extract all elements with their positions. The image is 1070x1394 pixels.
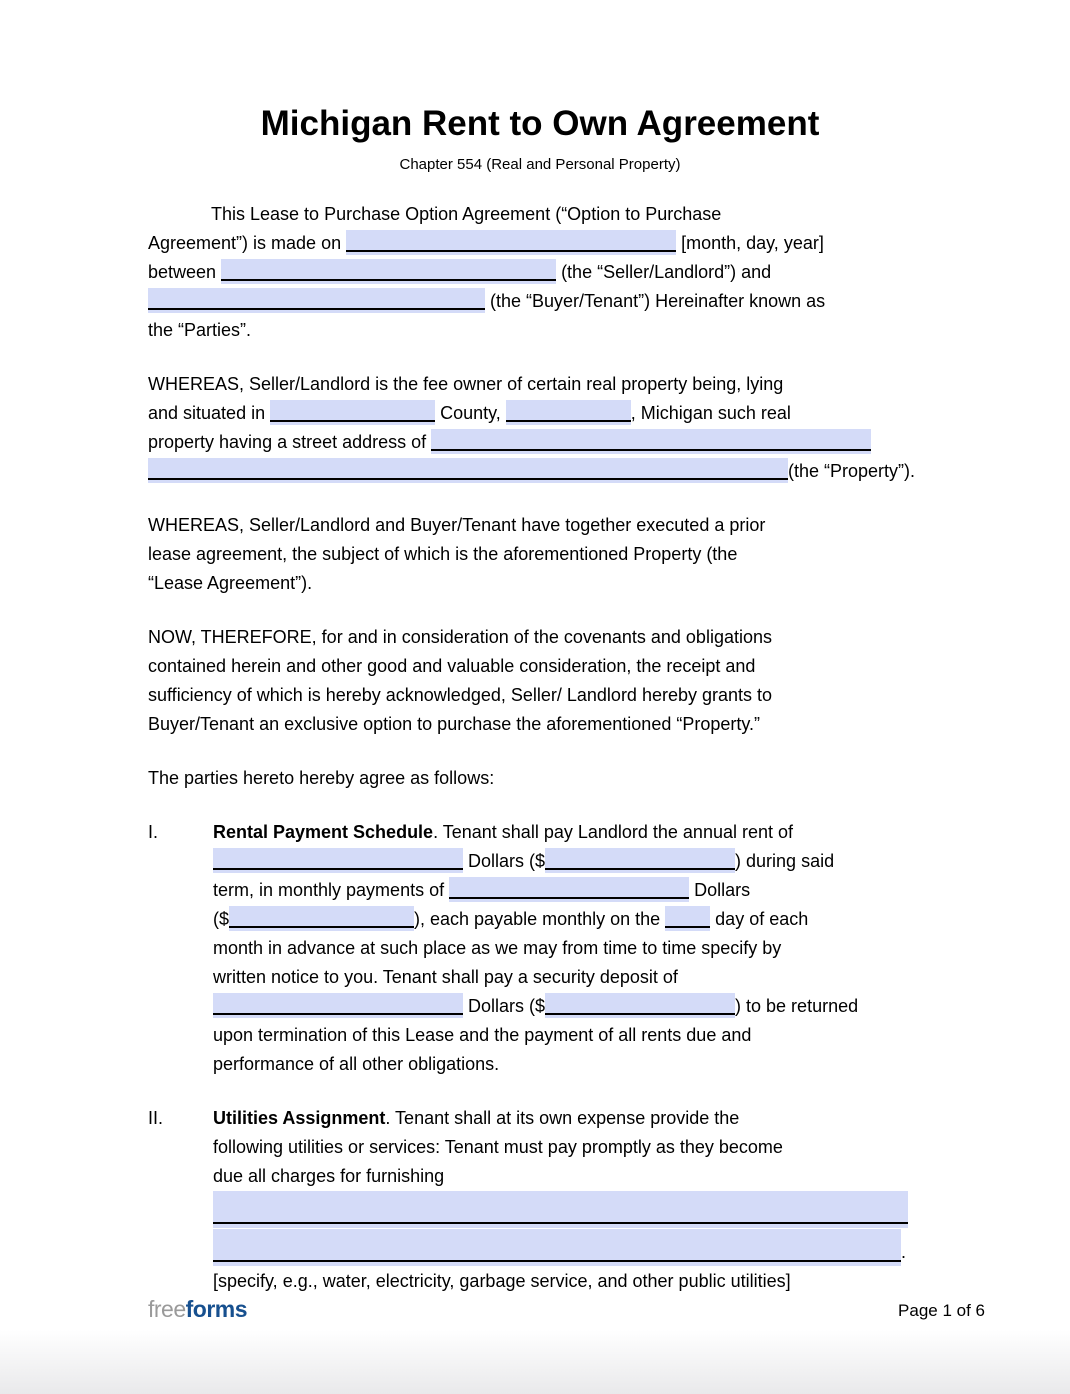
text-run: Dollars ($ (463, 851, 546, 871)
item-body (213, 818, 932, 1079)
text-line (213, 1191, 932, 1229)
text-line (148, 258, 932, 287)
document-subtitle: Chapter 554 (Real and Personal Property) (399, 156, 681, 173)
text-line (213, 818, 932, 847)
document-body (148, 0, 932, 1296)
section-utilities-assignment (148, 1104, 932, 1296)
page-footer (148, 1296, 985, 1322)
intro-paragraph (148, 200, 932, 345)
text-run: [specify, e.g., water, electricity, garbage service, and other public utilities] (213, 1271, 791, 1291)
text-line (148, 229, 932, 258)
county-field[interactable] (270, 400, 435, 425)
item-number: II. (148, 1108, 164, 1128)
text-run: [month, day, year] (676, 233, 824, 253)
text-run: Buyer/Tenant an exclusive option to purchase the aforementioned “Property.” (148, 714, 761, 734)
text-run: upon termination of this Lease and the payment of all rents due and (213, 1025, 752, 1045)
text-run: written notice to you. Tenant shall pay a security deposit of (213, 967, 678, 987)
brand-free-text: free (148, 1296, 186, 1322)
text-run: performance of all other obligations. (213, 1054, 500, 1074)
text-line (213, 934, 932, 963)
text-line (148, 399, 932, 428)
text-line (213, 1133, 932, 1162)
text-run: following utilities or services: Tenant must pay promptly as they become (213, 1137, 783, 1157)
text-run: property having a street address of (148, 432, 432, 452)
utilities-list-field-line2[interactable] (213, 1229, 901, 1266)
text-line (213, 847, 932, 876)
whereas-property-paragraph (148, 370, 932, 486)
utilities-list-field-line1[interactable] (213, 1191, 908, 1228)
text-line (148, 511, 932, 540)
whereas-lease-paragraph (148, 511, 932, 598)
text-run: The parties hereto hereby agree as follows: (148, 768, 495, 788)
text-run: contained herein and other good and valuable consideration, the receipt and (148, 656, 756, 676)
text-line (148, 287, 932, 316)
text-line (148, 428, 932, 457)
text-line (213, 876, 932, 905)
text-line (148, 623, 932, 652)
freeforms-logo (148, 1296, 247, 1322)
agreement-lead-in (148, 764, 932, 793)
text-run: (the “Seller/Landlord”) and (556, 262, 772, 282)
seller-landlord-name-field[interactable] (221, 259, 556, 284)
text-line (148, 710, 932, 739)
text-run: and situated in (148, 403, 271, 423)
text-run: day of each (710, 909, 809, 929)
text-line (213, 1267, 932, 1296)
brand-forms-text: forms (185, 1296, 248, 1322)
text-line (148, 457, 932, 486)
text-line (213, 1162, 932, 1191)
section-rental-payment-schedule (148, 818, 932, 1079)
text-line (148, 652, 932, 681)
text-run: ($ (213, 909, 230, 929)
text-run: lease agreement, the subject of which is the aforementioned Property (the (148, 544, 738, 564)
text-line (213, 1050, 932, 1079)
bold-text-run: Rental Payment Schedule (213, 822, 434, 842)
text-line (148, 370, 932, 399)
security-deposit-amount-field[interactable] (545, 993, 735, 1018)
page-bottom-fade (0, 1330, 1070, 1394)
text-line (148, 540, 932, 569)
text-run: . Tenant shall pay Landlord the annual rent of (433, 822, 794, 842)
city-field[interactable] (506, 400, 631, 425)
document-blocks (148, 200, 932, 1296)
text-line (148, 200, 932, 229)
text-line (213, 992, 932, 1021)
text-run: (the “Property”). (788, 461, 916, 481)
text-run: “Lease Agreement”). (148, 573, 313, 593)
page-number-label: Page 1 of 6 (898, 1301, 985, 1320)
text-run: WHEREAS, Seller/Landlord and Buyer/Tenant have together executed a prior (148, 515, 766, 535)
text-run: due all charges for furnishing (213, 1166, 445, 1186)
now-therefore-paragraph (148, 623, 932, 739)
bold-text-run: Utilities Assignment (213, 1108, 386, 1128)
text-run: month in advance at such place as we may from time to time specify by (213, 938, 782, 958)
buyer-tenant-name-field[interactable] (148, 288, 485, 313)
annual-rent-words-field[interactable] (213, 848, 463, 873)
text-line (213, 1229, 932, 1267)
text-run: , Michigan such real (630, 403, 791, 423)
item-number: I. (148, 822, 159, 842)
annual-rent-amount-field[interactable] (545, 848, 735, 873)
text-run: Agreement”) is made on (148, 233, 347, 253)
text-line (148, 681, 932, 710)
text-run: ), each payable monthly on the (414, 909, 666, 929)
text-run: . (901, 1242, 907, 1262)
text-run: ) during said (735, 851, 835, 871)
text-line (213, 1104, 932, 1133)
text-run: This Lease to Purchase Option Agreement (“Option to Purchase (211, 204, 722, 224)
monthly-payment-amount-field[interactable] (229, 906, 414, 931)
text-run: Dollars (689, 880, 751, 900)
text-run: ) to be returned (735, 996, 859, 1016)
text-run: sufficiency of which is hereby acknowledged, Seller/ Landlord hereby grants to (148, 685, 773, 705)
text-run: NOW, THEREFORE, for and in consideration of the covenants and obligations (148, 627, 772, 647)
text-line (213, 963, 932, 992)
text-line (148, 316, 932, 345)
street-address-field-line2[interactable] (148, 458, 788, 483)
text-run: term, in monthly payments of (213, 880, 450, 900)
text-line (213, 905, 932, 934)
street-address-field-line1[interactable] (431, 429, 871, 454)
text-line (148, 569, 932, 598)
text-run: WHEREAS, Seller/Landlord is the fee owner of certain real property being, lying (148, 374, 784, 394)
text-run: between (148, 262, 222, 282)
payment-day-field[interactable] (665, 906, 710, 931)
document-title: Michigan Rent to Own Agreement (260, 104, 820, 143)
text-run: the “Parties”. (148, 320, 252, 340)
text-line (148, 764, 932, 793)
agreement-date-field[interactable] (346, 230, 676, 255)
text-line (213, 1021, 932, 1050)
text-run: Dollars ($ (463, 996, 546, 1016)
item-body (213, 1104, 932, 1296)
monthly-payment-words-field[interactable] (449, 877, 689, 902)
text-run: . Tenant shall at its own expense provide the (385, 1108, 740, 1128)
text-run: County, (435, 403, 506, 423)
security-deposit-words-field[interactable] (213, 993, 463, 1018)
text-run: (the “Buyer/Tenant”) Hereinafter known as (485, 291, 826, 311)
